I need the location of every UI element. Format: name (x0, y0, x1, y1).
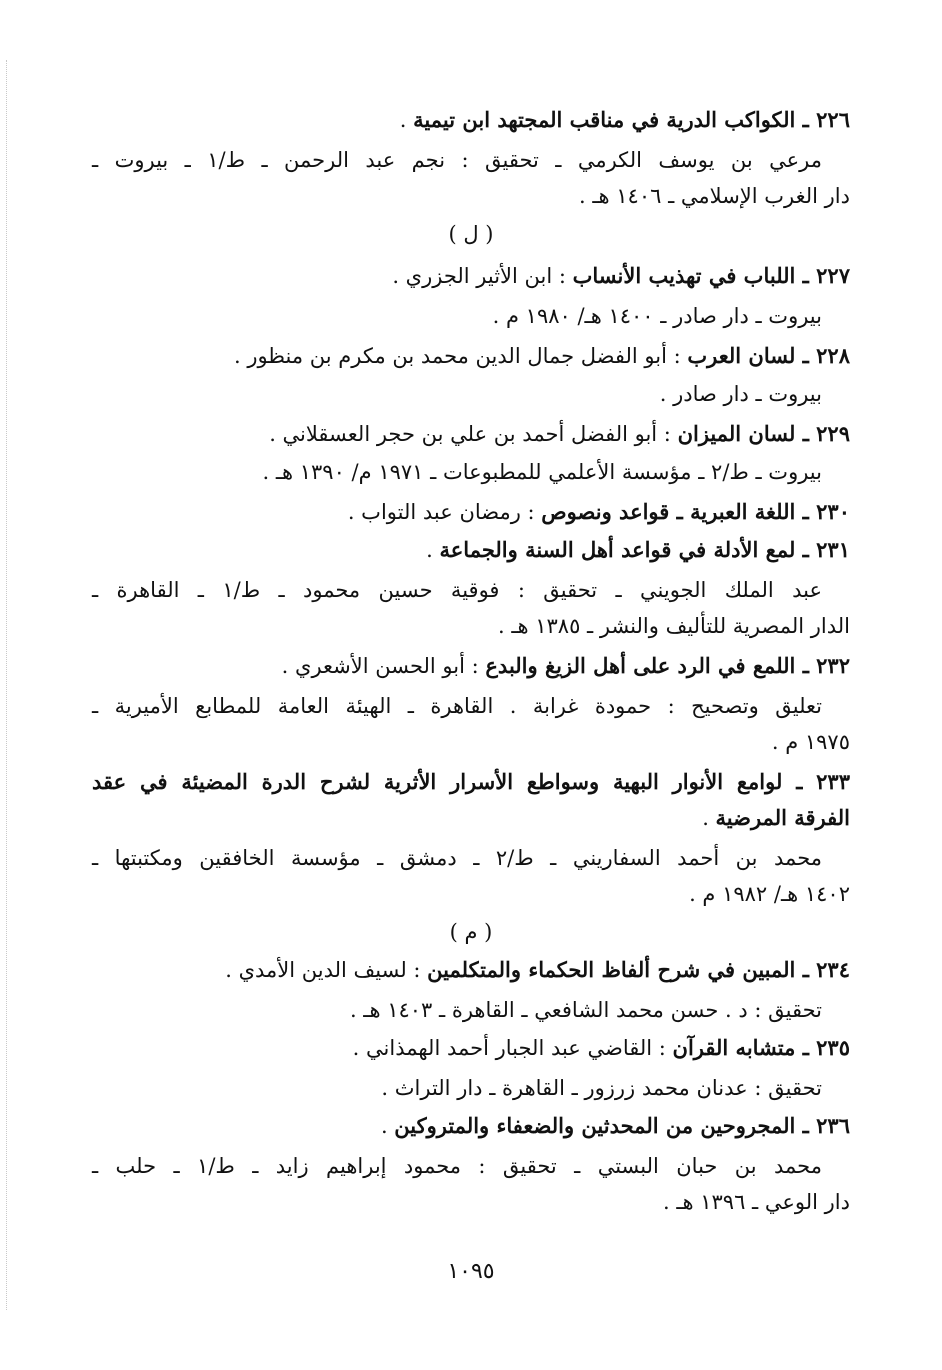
entry-229-title: ٢٢٩ ـ لسان الميزان : أبو الفضل أحمد بن علي بن حجر العسقلاني . (269, 421, 850, 446)
entry-228-details: بيروت ـ دار صادر . (659, 382, 822, 406)
section-heading-mim: ( م ) (449, 920, 493, 944)
entry-230-title: ٢٣٠ ـ اللغة العبرية ـ قواعد ونصوص : رمضان عبد التواب . (347, 499, 850, 524)
entry-232-details: تعليق وتصحيح : حمودة غرابة . القاهرة ـ الهيئة العامة للمطابع الأميرية ـ (92, 694, 822, 718)
entry-235-details: تحقيق : عدنان محمد زرزور ـ القاهرة ـ دار التراث . (381, 1076, 822, 1100)
entry-234-title: ٢٣٤ ـ المبين في شرح ألفاظ الحكماء والمتكلمين : لسيف الدين الأمدي . (225, 957, 850, 982)
entry-233-details-cont: ١٤٠٢ هـ/ ١٩٨٢ م . (689, 882, 850, 906)
entry-235-title: ٢٣٥ ـ متشابه القرآن : القاضي عبد الجبار أحمد الهمذاني . (352, 1035, 850, 1060)
entry-231-details: عبد الملك الجويني ـ تحقيق : فوقية حسين محمود ـ ط/١ ـ القاهرة ـ (92, 578, 823, 602)
entry-234-details: تحقيق : د . حسن محمد الشافعي ـ القاهرة ـ ١٤٠٣ هـ . (349, 998, 822, 1022)
entry-233-title: ٢٣٣ ـ لوامع الأنوار البهية وسواطع الأسرار الأثرية لشرح الدرة المضيئة في عقد (92, 769, 850, 794)
entry-227-title: ٢٢٧ ـ اللباب في تهذيب الأنساب : ابن الأثير الجزري . (392, 263, 850, 288)
entry-232-title: ٢٣٢ ـ اللمع في الرد على أهل الزيغ والبدع : أبو الحسن الأشعري . (281, 653, 850, 678)
entry-233-title-cont: الفرقة المرضية . (702, 805, 850, 830)
entry-226-details: مرعي بن يوسف الكرمي ـ تحقيق : نجم عبد الرحمن ـ ط/١ ـ بيروت ـ (92, 148, 822, 172)
entry-236-title: ٢٣٦ ـ المجروحين من المحدثين والضعفاء والمتروكين . (380, 1113, 850, 1138)
entry-229-details: بيروت ـ ط/٢ ـ مؤسسة الأعلمي للمطبوعات ـ ١٩٧١ م/ ١٣٩٠ هـ . (262, 460, 822, 484)
entry-231-details-cont: الدار المصرية للتأليف والنشر ـ ١٣٨٥ هـ . (497, 614, 850, 638)
entry-236-details-cont: دار الوعي ـ ١٣٩٦ هـ . (662, 1190, 850, 1214)
entry-231-title: ٢٣١ ـ لمع الأدلة في قواعد أهل السنة والجماعة . (426, 537, 850, 562)
page-number: ١٠٩٥ (447, 1259, 495, 1284)
entry-227-details: بيروت ـ دار صادر ـ ١٤٠٠ هـ/ ١٩٨٠ م . (492, 304, 822, 328)
entry-233-details: محمد بن أحمد السفاريني ـ ط/٢ ـ دمشق ـ مؤسسة الخافقين ومكتبتها ـ (92, 846, 822, 870)
entry-228-title: ٢٢٨ ـ لسان العرب : أبو الفضل جمال الدين محمد بن مكرم بن منظور . (233, 343, 850, 368)
section-heading-lam: ( ل ) (448, 222, 494, 246)
entry-236-details: محمد بن حبان البستي ـ تحقيق : محمود إبراهيم زايد ـ ط/١ ـ حلب ـ (92, 1154, 822, 1178)
entry-226-title: ٢٢٦ ـ الكواكب الدرية في مناقب المجتهد ابن تيمية . (399, 107, 850, 132)
entry-232-details-cont: ١٩٧٥ م . (771, 730, 850, 754)
entry-226-details-cont: دار الغرب الإسلامي ـ ١٤٠٦ هـ . (579, 184, 850, 208)
